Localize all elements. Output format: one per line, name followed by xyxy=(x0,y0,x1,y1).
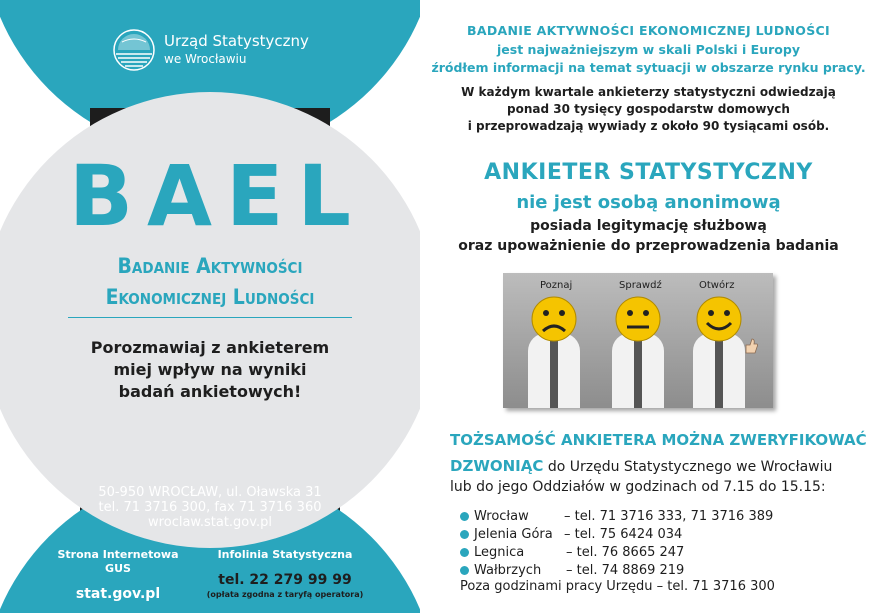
thumbs-up-icon xyxy=(743,337,759,355)
infoline xyxy=(205,548,365,600)
office-city: Wałbrzych xyxy=(474,563,542,578)
gus-website xyxy=(48,548,188,604)
heading-line-2: jest najważniejszym w skali Polski i Europy xyxy=(497,42,800,57)
bullet-icon xyxy=(460,530,469,539)
office-phone[interactable]: – tel. 75 6424 034 xyxy=(564,527,683,542)
photo-label-poznaj: Poznaj xyxy=(540,280,573,291)
subtitle-line-1: Badanie Aktywności xyxy=(117,254,303,278)
gus-website-link[interactable]: stat.gov.pl xyxy=(75,586,161,602)
office-phone[interactable]: – tel. 71 3716 333, 71 3716 389 xyxy=(564,509,774,524)
verify-word: DZWONIĄC xyxy=(450,457,544,475)
bael-title: BAEL xyxy=(69,147,365,245)
verify-line-2 xyxy=(450,456,870,478)
left-panel xyxy=(0,0,420,613)
slogan-line-1: Porozmawiaj z ankieterem xyxy=(90,338,330,357)
subtitle-line-2: Ekonomicznej Ludności xyxy=(105,285,315,309)
person-1-tie xyxy=(550,333,558,408)
bullet-icon xyxy=(460,548,469,557)
divider xyxy=(68,317,352,318)
info-line-3: i przeprowadzają wywiady z około 90 tysiącami osób. xyxy=(467,119,830,133)
verify-title: TOŻSAMOŚĆ ANKIETERA MOŻNA ZWERYFIKOWAĆ xyxy=(450,431,867,449)
bullet-icon xyxy=(460,566,469,575)
bullet-icon xyxy=(460,512,469,521)
office-phone[interactable]: – tel. 74 8869 219 xyxy=(566,563,685,578)
office-city: Legnica xyxy=(474,545,525,560)
heading-line-3: źródłem informacji na temat sytuacji w obszarze rynku pracy. xyxy=(431,60,866,75)
verify-line-3: lub do jego Oddziałów w godzinach od 7.15 do 15.15: xyxy=(450,479,826,495)
slogan xyxy=(0,337,420,403)
infoline-note: (opłata zgodna z taryfą operatora) xyxy=(206,590,364,599)
slogan-line-3: badań ankietowych! xyxy=(118,382,302,401)
org-name: Urząd Statystyczny xyxy=(164,32,309,50)
office-city: Wrocław xyxy=(474,509,529,524)
infoline-phone[interactable]: tel. 22 279 99 99 xyxy=(218,572,352,588)
info-line-1: W każdym kwartale ankieterzy statystyczni odwiedzają xyxy=(461,85,836,99)
gus-website-title: Strona Internetowa GUS xyxy=(57,548,179,575)
photo-label-sprawdz: Sprawdź xyxy=(619,280,662,291)
emoji-photo xyxy=(503,273,773,408)
globe-logo-icon xyxy=(112,28,156,72)
infoline-title: Infolinia Statystyczna xyxy=(217,548,353,561)
office-phone[interactable]: – tel. 76 8665 247 xyxy=(566,545,685,560)
address-block xyxy=(0,485,420,530)
list-item xyxy=(460,544,820,562)
website-line[interactable]: wroclaw.stat.gov.pl xyxy=(148,515,272,530)
phone-fax-line: tel. 71 3716 300, fax 71 3716 360 xyxy=(98,500,322,515)
slogan-line-2: miej wpływ na wyniki xyxy=(113,360,307,379)
sad-face-icon xyxy=(530,295,578,343)
address-line: 50-950 WROCŁAW, ul. Oławska 31 xyxy=(98,485,322,500)
verify-rest: do Urzędu Statystycznego we Wrocławiu xyxy=(543,459,833,475)
person-2-tie xyxy=(634,333,642,408)
office-city: Jelenia Góra xyxy=(474,527,553,542)
right-panel xyxy=(420,0,877,613)
happy-face-icon xyxy=(695,295,743,343)
list-item xyxy=(460,508,820,526)
list-item xyxy=(460,526,820,544)
info-line-2: ponad 30 tysięcy gospodarstw domowych xyxy=(507,102,790,116)
after-hours-line: Poza godzinami pracy Urzędu – tel. 71 3716 300 xyxy=(460,579,775,594)
org-city: we Wrocławiu xyxy=(164,52,247,66)
neutral-face-icon xyxy=(614,295,662,343)
interviewer-authorization: oraz upoważnienie do przeprowadzenia badania xyxy=(458,238,839,254)
interviewer-title: ANKIETER STATYSTYCZNY xyxy=(484,160,813,185)
interviewer-not-anonymous: nie jest osobą anonimową xyxy=(516,192,781,213)
person-3-tie xyxy=(715,333,723,408)
interviewer-id-card: posiada legitymację służbową xyxy=(530,218,767,234)
office-list xyxy=(460,508,820,580)
heading-bael: BADANIE AKTYWNOŚCI EKONOMICZNEJ LUDNOŚCI xyxy=(467,23,830,38)
org-logo xyxy=(112,28,309,72)
photo-label-otworz: Otwórz xyxy=(699,280,735,291)
